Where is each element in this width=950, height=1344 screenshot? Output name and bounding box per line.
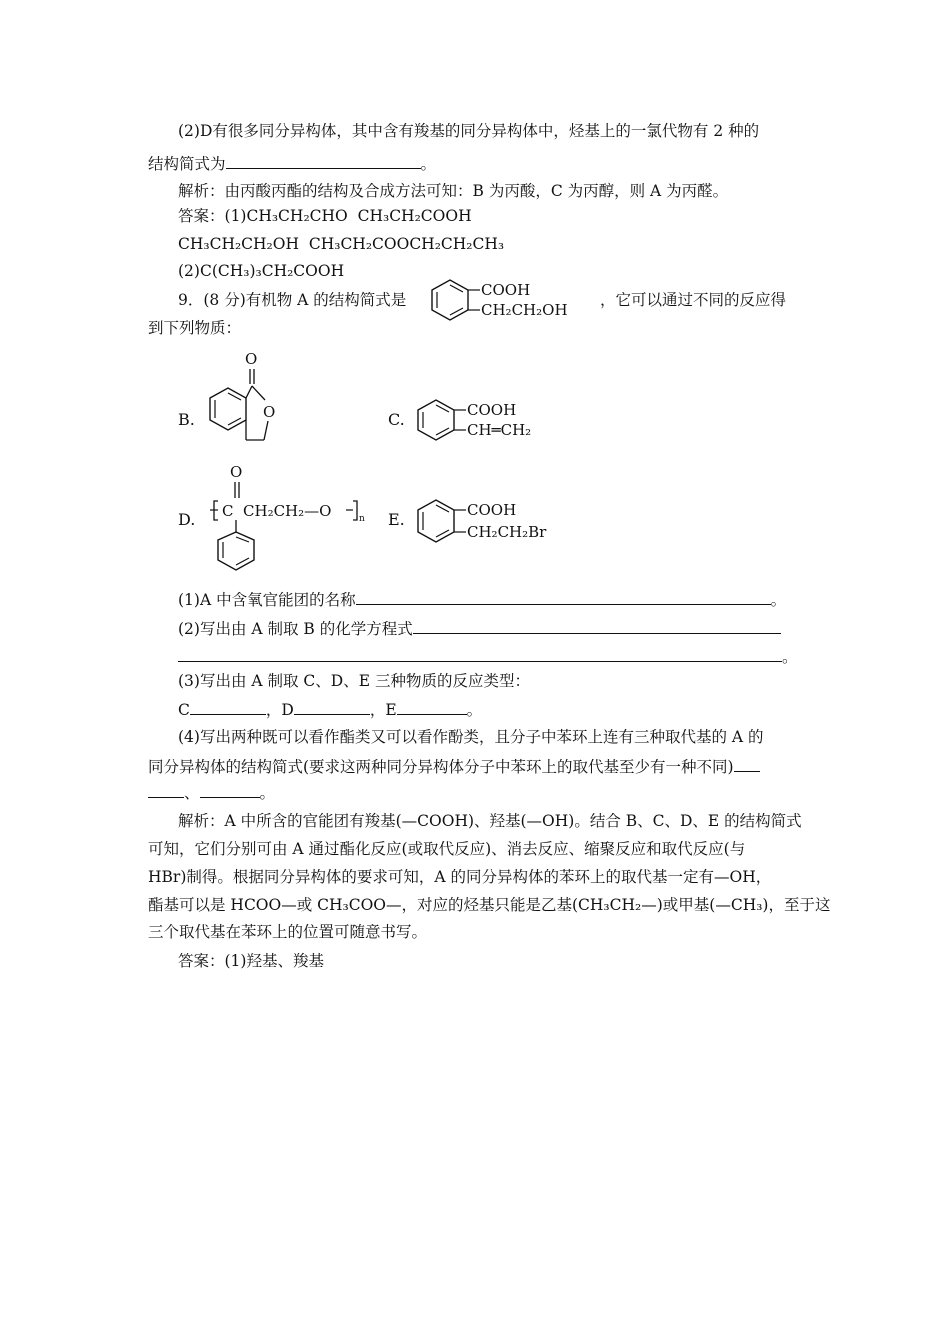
label-d: D. xyxy=(178,510,196,529)
label-c: C. xyxy=(388,410,405,429)
structure-b-ring-o: O xyxy=(263,403,276,421)
structure-c xyxy=(414,396,574,450)
q8-answer-line1: 答案：(1)CH₃CH₂CHO CH₃CH₂COOH xyxy=(178,207,472,225)
q9-intro: 9．(8 分)有机物 A 的结构简式是 xyxy=(178,291,407,309)
q9-sub4-line3: 、 。 xyxy=(148,781,828,804)
answer-blank[interactable] xyxy=(356,588,771,605)
structure-d-n: n xyxy=(359,514,365,524)
label-e: E. xyxy=(388,510,405,529)
structure-a xyxy=(428,276,598,330)
q9-analysis-line1: 解析：A 中所含的官能团有羧基(—COOH)、羟基(—OH)。结合 B、C、D、E 的结构简式 xyxy=(178,812,802,830)
q9-analysis-line5: 三个取代基在苯环上的位置可随意书写。 xyxy=(148,923,428,941)
structure-e-top: COOH xyxy=(467,501,517,519)
q9-sub2: (2)写出由 A 制取 B 的化学方程式 xyxy=(178,617,858,640)
q9-sub4-line2: 同分异构体的结构简式(要求这两种同分异构体分子中苯环上的取代基至少有一种不同) xyxy=(148,755,828,778)
answer-blank[interactable] xyxy=(178,645,782,662)
answer-blank[interactable] xyxy=(226,152,421,169)
q9-intro-suffix: ，它可以通过不同的反应得 xyxy=(600,291,787,309)
structure-b xyxy=(205,348,305,462)
structure-c-bottom: CH═CH₂ xyxy=(467,421,532,439)
answer-blank[interactable] xyxy=(734,755,760,772)
label-b: B. xyxy=(178,410,195,429)
answer-blank[interactable] xyxy=(413,617,781,634)
answer-blank[interactable] xyxy=(200,781,260,798)
q9-sub3: (3)写出由 A 制取 C、D、E 三种物质的反应类型： xyxy=(178,672,530,690)
answer-blank[interactable] xyxy=(397,698,467,715)
structure-e xyxy=(414,494,584,554)
q8-answer-line3: (2)C(CH₃)₃CH₂COOH xyxy=(178,262,345,280)
answer-blank[interactable] xyxy=(294,698,370,715)
q8-analysis: 解析：由丙酸丙酯的结构及合成方法可知：B 为丙酸，C 为丙醇，则 A 为丙醛。 xyxy=(178,182,729,200)
structure-a-top: COOH xyxy=(481,281,531,299)
q9-intro-line2: 到下列物质： xyxy=(148,319,242,337)
q9-sub2-line2: 。 xyxy=(178,645,858,668)
structure-d xyxy=(208,460,383,584)
answer-blank[interactable] xyxy=(190,698,266,715)
benzene-ring-icon xyxy=(428,276,598,326)
q9-analysis-line3: HBr)制得。根据同分异构体的要求可知，A 的同分异构体的苯环上的取代基一定有—OH， xyxy=(148,868,772,886)
q9-analysis-line4: 酯基可以是 HCOO—或 CH₃COO—，对应的烃基只能是乙基(CH₃CH₂—)或甲基(—CH₃)，至于这 xyxy=(148,896,831,914)
q8-answer-line2: CH₃CH₂CH₂OH CH₃CH₂COOCH₂CH₂CH₃ xyxy=(178,235,505,253)
q9-sub3-line: C ，D ，E 。 xyxy=(178,698,858,721)
structure-b-carbonyl-o: O xyxy=(245,350,258,368)
structure-d-o: O xyxy=(230,463,243,481)
structure-a-bottom: CH₂CH₂OH xyxy=(481,301,568,319)
structure-d-chain: C CH₂CH₂—O xyxy=(222,502,332,520)
q9-answer: 答案：(1)羟基、羧基 xyxy=(178,952,324,970)
q8-part2-line2: 结构简式为 。 xyxy=(148,152,828,175)
q9-sub1: (1)A 中含氧官能团的名称 。 xyxy=(178,588,858,611)
answer-blank[interactable] xyxy=(148,781,184,798)
structure-e-bottom: CH₂CH₂Br xyxy=(467,523,547,541)
q9-sub4-line1: (4)写出两种既可以看作酯类又可以看作酚类，且分子中苯环上连有三种取代基的 A 的 xyxy=(178,728,764,746)
q9-analysis-line2: 可知，它们分别可由 A 通过酯化反应(或取代反应)、消去反应、缩聚反应和取代反应(与 xyxy=(148,840,746,858)
q8-part2-line1: (2)D有很多同分异构体，其中含有羧基的同分异构体中，烃基上的一氯代物有 2 种的 xyxy=(178,122,760,140)
structure-c-top: COOH xyxy=(467,401,517,419)
